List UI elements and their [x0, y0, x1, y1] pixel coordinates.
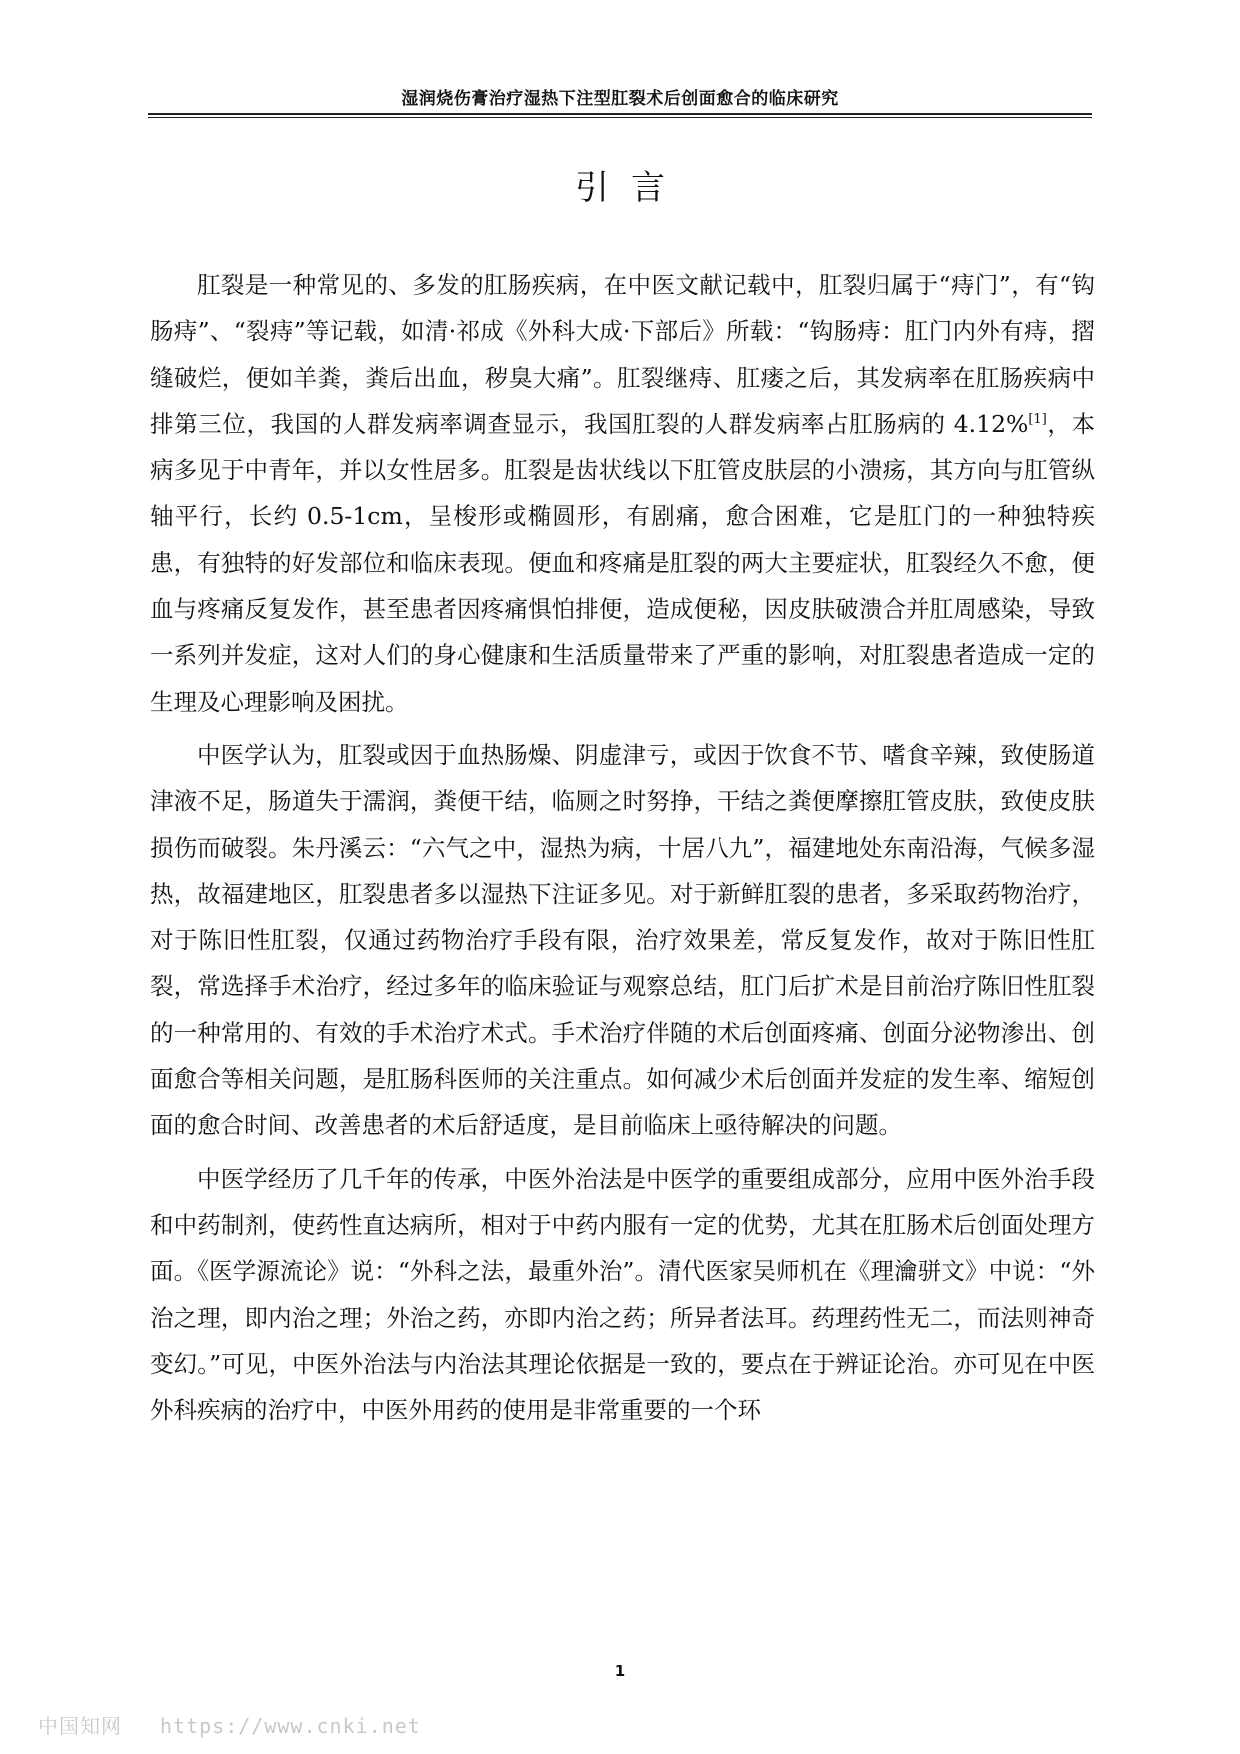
watermark-brand: 中国知网 [38, 1714, 122, 1738]
header-rule [148, 113, 1092, 115]
paragraph-2: 中医学认为，肛裂或因于血热肠燥、阴虚津亏，或因于饮食不节、嗜食辛辣，致使肠道津液不足，肠道失于濡润，粪便干结，临厕之时努挣，干结之粪便摩擦肛管皮肤，致使皮肤损伤而破裂。朱丹溪云：“六气之中，湿热为病，十居八九”，福建地处东南沿海，气候多湿热，故福建地区，肛裂患者多以湿热下注证多见。对于新鲜肛裂的患者，多采取药物治疗，对于陈旧性肛裂，仅通过药物治疗手段有限，治疗效果差，常反复发作，故对于陈旧性肛裂，常选择手术治疗，经过多年的临床验证与观察总结，肛门后扩术是目前治疗陈旧性肛裂的一种常用的、有效的手术治疗术式。手术治疗伴随的术后创面疼痛、创面分泌物渗出、创面愈合等相关问题，是肛肠科医师的关注重点。如何减少术后创面并发症的发生率、缩短创面的愈合时间、改善患者的术后舒适度，是目前临床上亟待解决的问题。 [150, 740, 1095, 1140]
page-number: 1 [614, 1662, 626, 1680]
citation-ref: [1] [1028, 412, 1047, 428]
paragraph-1 [150, 262, 1095, 725]
body-text [150, 262, 1095, 1440]
paragraph-3: 中医学经历了几千年的传承，中医外治法是中医学的重要组成部分，应用中医外治手段和中药制剂，使药性直达病所，相对于中药内服有一定的优势，尤其在肛肠术后创面处理方面。《医学源流论》说：“外科之法，最重外治”。清代医家吴师机在《理瀹骈文》中说：“外治之理，即内治之理；外治之药，亦即内治之药；所异者法耳。药理药性无二，而法则神奇变幻。”可见，中医外治法与内治法其理论依据是一致的，要点在于辨证论治。亦可见在中医外科疾病的治疗中，中医外用药的使用是非常重要的一个环 [150, 1164, 1095, 1425]
watermark-url: https://www.cnki.net [160, 1714, 421, 1738]
paragraph-1-text-a: 肛裂是一种常见的、多发的肛肠疾病，在中医文献记载中，肛裂归属于“痔门”，有“钩肠痔”、“裂痔”等记载，如清·祁成《外科大成·下部后》所载：“钩肠痔：肛门内外有痔，摺缝破烂，便如羊粪，粪后出血，秽臭大痛”。肛裂继痔、肛瘘之后，其发病率在肛肠疾病中排第三位，我国的人群发病率调查显示，我国肛裂的人群发病率占肛肠病的 4.12% [150, 271, 1095, 438]
paragraph-1-text-b: ，本病多见于中青年，并以女性居多。肛裂是齿状线以下肛管皮肤层的小溃疡，其方向与肛管纵轴平行，长约 0.5-1cm，呈梭形或椭圆形，有剧痛，愈合困难，它是肛门的一种独特疾患，有独特的好发部位和临床表现。便血和疼痛是肛裂的两大主要症状，肛裂经久不愈，便血与疼痛反复发作，甚至患者因疼痛惧怕排便，造成便秘，因皮肤破溃合并肛周感染，导致一系列并发症，这对人们的身心健康和生活质量带来了严重的影响，对肛裂患者造成一定的生理及心理影响及困扰。 [150, 409, 1096, 716]
section-title: 引言 [575, 168, 687, 208]
header-rule-thin [148, 117, 1092, 118]
watermark [38, 1710, 421, 1739]
running-header-title: 湿润烧伤膏治疗湿热下注型肛裂术后创面愈合的临床研究 [401, 89, 839, 109]
